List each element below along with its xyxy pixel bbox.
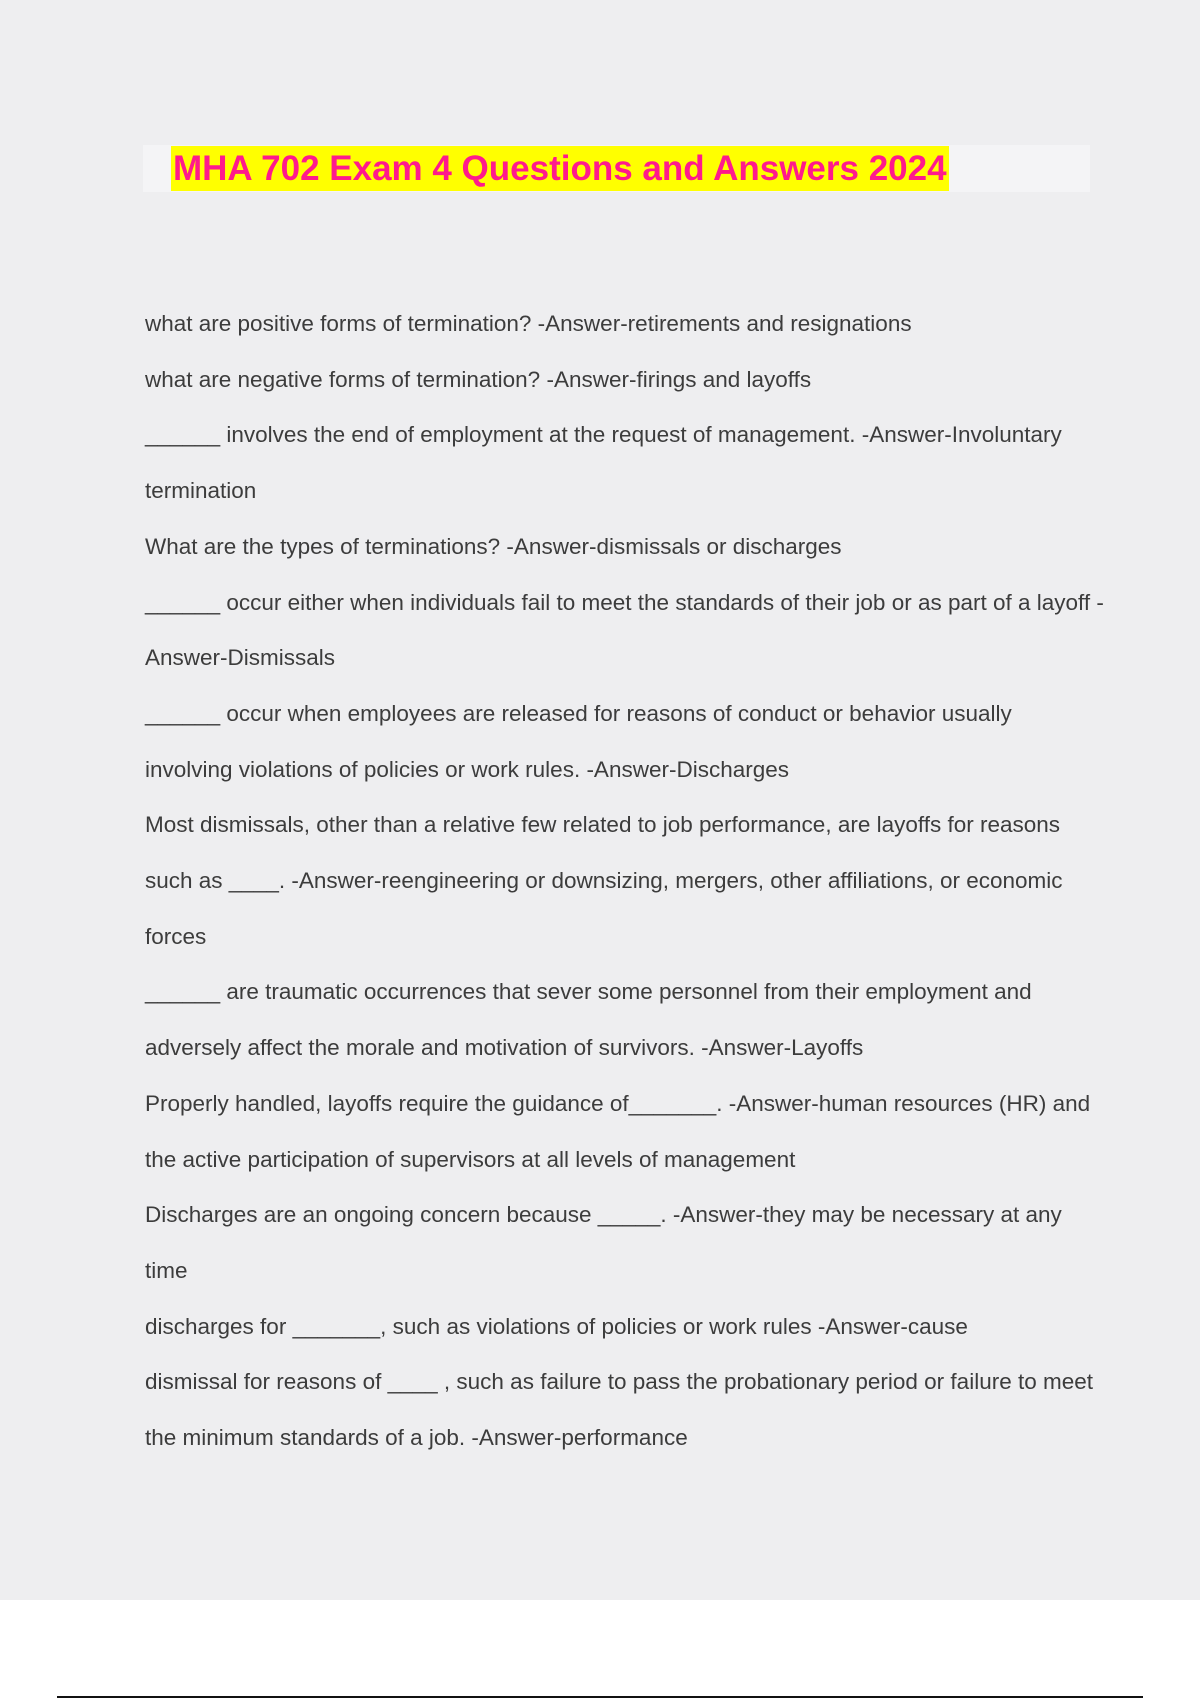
qa-item: Discharges are an ongoing concern because _____. -Answer-they may be necessary at any time [145, 1202, 1062, 1283]
qa-list [145, 296, 1105, 1466]
qa-item: Most dismissals, other than a relative few related to job performance, are layoffs for reasons such as ____. -Answer-reengineering or downsizing, mergers, other affiliations, or economic forces [145, 812, 1063, 949]
qa-item: ______ occur when employees are released for reasons of conduct or behavior usually involving violations of policies or work rules. -Answer-Discharges [145, 700, 1012, 782]
qa-item: ______ are traumatic occurrences that sever some personnel from their employment and adversely affect the morale and motivation of survivors. -Answer-Layoffs [145, 979, 1032, 1061]
qa-item: What are the types of terminations? -Answer-dismissals or discharges [145, 533, 842, 559]
qa-item: Properly handled, layoffs require the guidance of_______. -Answer-human resources (HR) and the active participation of supervisors at all levels of management [145, 1090, 1091, 1172]
qa-item: ______ involves the end of employment at the request of management. -Answer-Involuntary termination [145, 422, 1062, 504]
document-title: MHA 702 Exam 4 Questions and Answers 2024 [171, 146, 949, 191]
qa-item: ______ occur either when individuals fail to meet the standards of their job or as part of a layoff -Answer-Dismissals [145, 589, 1104, 671]
footer-divider [57, 1696, 1143, 1698]
qa-item: what are positive forms of termination? -Answer-retirements and resignations [145, 311, 912, 336]
qa-item: dismissal for reasons of ____ , such as failure to pass the probationary period or failure to meet the minimum standards of a job. -Answer-performance [145, 1369, 1093, 1451]
qa-item: what are negative forms of termination? -Answer-firings and layoffs [145, 366, 812, 392]
qa-item: discharges for _______, such as violations of policies or work rules -Answer-cause [145, 1313, 968, 1339]
